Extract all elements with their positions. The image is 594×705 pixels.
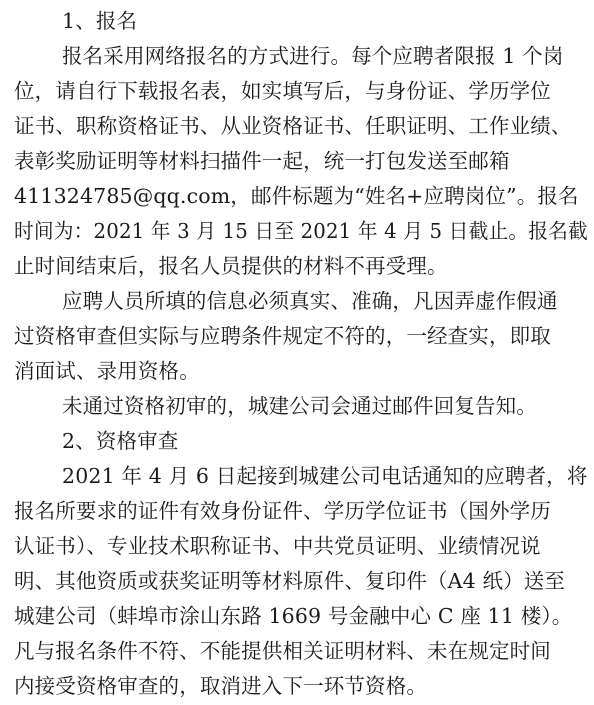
paragraph-line: 消面试、录用资格。 — [14, 359, 200, 383]
paragraph-line-email: 411324785@qq.com，邮件标题为“姓名+应聘岗位”。报名 — [14, 184, 579, 208]
heading-qualification: 2、资格审查 — [62, 429, 179, 453]
paragraph-line: 应聘人员所填的信息必须真实、准确，凡因弄虚作假通 — [62, 289, 558, 313]
paragraph-line: 2021 年 4 月 6 日起接到城建公司电话通知的应聘者，将 — [62, 464, 588, 488]
paragraph-line: 报名所要求的证件有效身份证件、学历学位证书（国外学历 — [14, 499, 551, 523]
paragraph-line-address: 城建公司（蚌埠市涂山东路 1669 号金融中心 C 座 11 楼）。 — [14, 604, 573, 628]
paragraph-line: 认证书）、专业技术职称证书、中共党员证明、业绩情况说 — [14, 534, 541, 558]
paragraph-line: 内接受资格审查的，取消进入下一环节资格。 — [14, 674, 427, 698]
paragraph-line: 时间为：2021 年 3 月 15 日至 2021 年 4 月 5 日截止。报名截 — [14, 219, 588, 243]
paragraph-line: 明、其他资质或获奖证明等材料原件、复印件（A4 纸）送至 — [14, 569, 566, 593]
paragraph-line: 未通过资格初审的，城建公司会通过邮件回复告知。 — [62, 394, 537, 418]
paragraph-line: 位，请自行下载报名表，如实填写后，与身份证、学历学位 — [14, 79, 551, 103]
paragraph-line: 表彰奖励证明等材料扫描件一起，统一打包发送至邮箱 — [14, 149, 510, 173]
paragraph-line: 凡与报名条件不符、不能提供相关证明材料、未在规定时间 — [14, 639, 551, 663]
heading-registration: 1、报名 — [62, 9, 138, 33]
paragraph-line: 报名采用网络报名的方式进行。每个应聘者限报 1 个岗 — [62, 44, 564, 68]
paragraph-line: 证书、职称资格证书、从业资格证书、任职证明、工作业绩、 — [14, 114, 572, 138]
paragraph-line: 过资格审查但实际与应聘条件规定不符的，一经查实，即取 — [14, 324, 551, 348]
paragraph-line: 止时间结束后，报名人员提供的材料不再受理。 — [14, 254, 448, 278]
